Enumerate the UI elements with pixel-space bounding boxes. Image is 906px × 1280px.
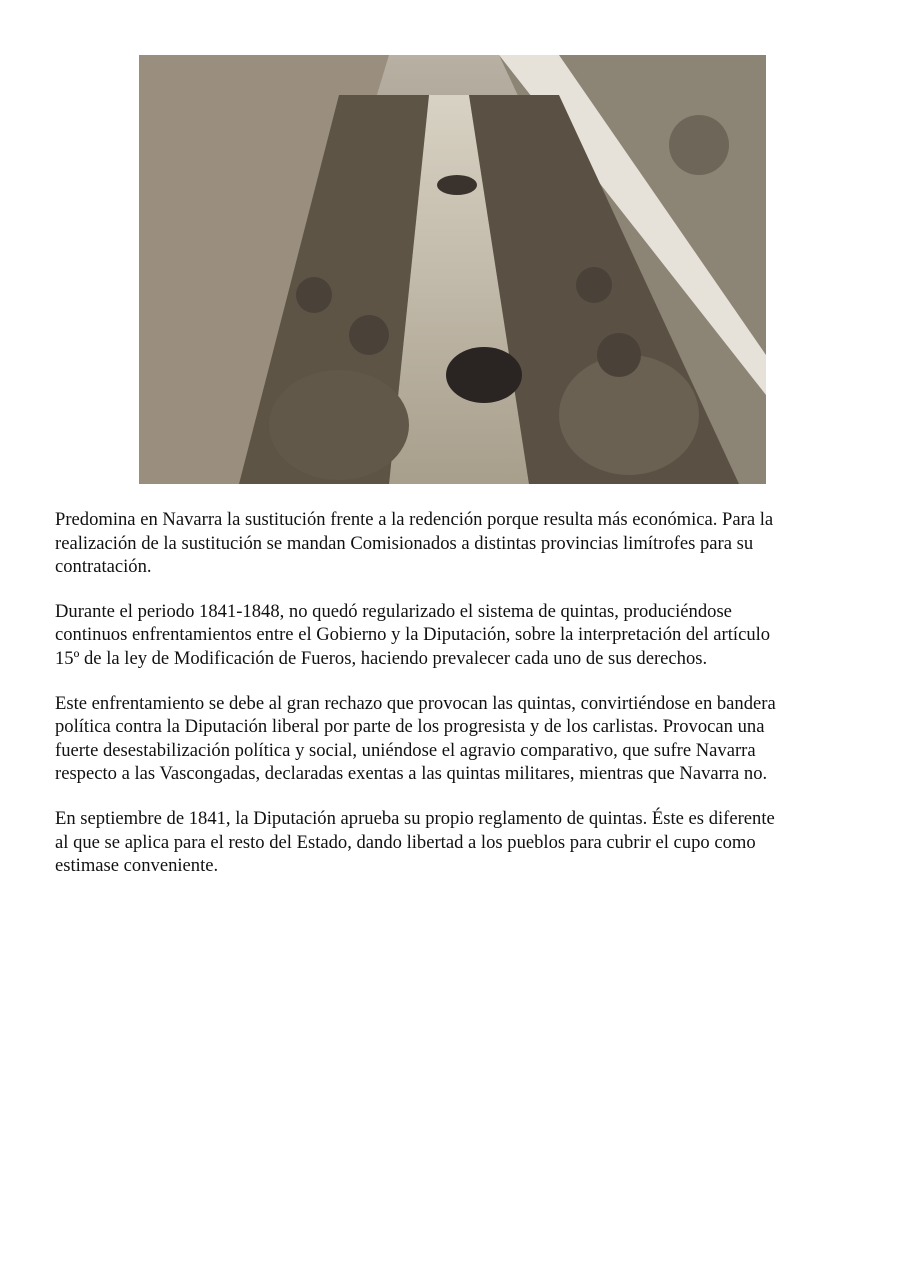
text-line: Durante el periodo 1841-1848, no quedó regularizado el sistema de quintas, produciéndose <box>55 600 732 622</box>
text-line: continuos enfrentamientos entre el Gobierno y la Diputación, sobre la interpretación del artículo <box>55 624 771 646</box>
paragraph <box>55 600 855 671</box>
photo-illustration <box>139 55 766 484</box>
text-line: contratación. <box>55 556 152 578</box>
text-line: En septiembre de 1841, la Diputación aprueba su propio reglamento de quintas. Éste es diferente <box>55 807 775 829</box>
paragraph <box>55 508 855 579</box>
text-line: Este enfrentamiento se debe al gran rechazo que provocan las quintas, convirtiéndose en bandera <box>55 692 776 714</box>
text-line: al que se aplica para el resto del Estado, dando libertad a los pueblos para cubrir el cupo como <box>55 831 756 853</box>
document-body <box>55 508 855 899</box>
paragraph <box>55 692 855 786</box>
text-line: estimase conveniente. <box>55 855 219 877</box>
text-line: 15º de la ley de Modificación de Fueros, haciendo prevalecer cada uno de sus derechos. <box>55 647 708 669</box>
text-line: fuerte desestabilización política y social, uniéndose el agravio comparativo, que sufre Navarra <box>55 739 756 761</box>
text-line: respecto a las Vascongadas, declaradas exentas a las quintas militares, mientras que Navarra no. <box>55 763 768 785</box>
soldiers-photo <box>139 55 766 484</box>
text-line: realización de la sustitución se mandan Comisionados a distintas provincias limítrofes para su <box>55 532 754 554</box>
paragraph <box>55 807 855 878</box>
text-line: Predomina en Navarra la sustitución frente a la redención porque resulta más económica. Para la <box>55 509 774 530</box>
text-line: política contra la Diputación liberal por parte de los progresista y de los carlistas. Provocan una <box>55 716 765 738</box>
